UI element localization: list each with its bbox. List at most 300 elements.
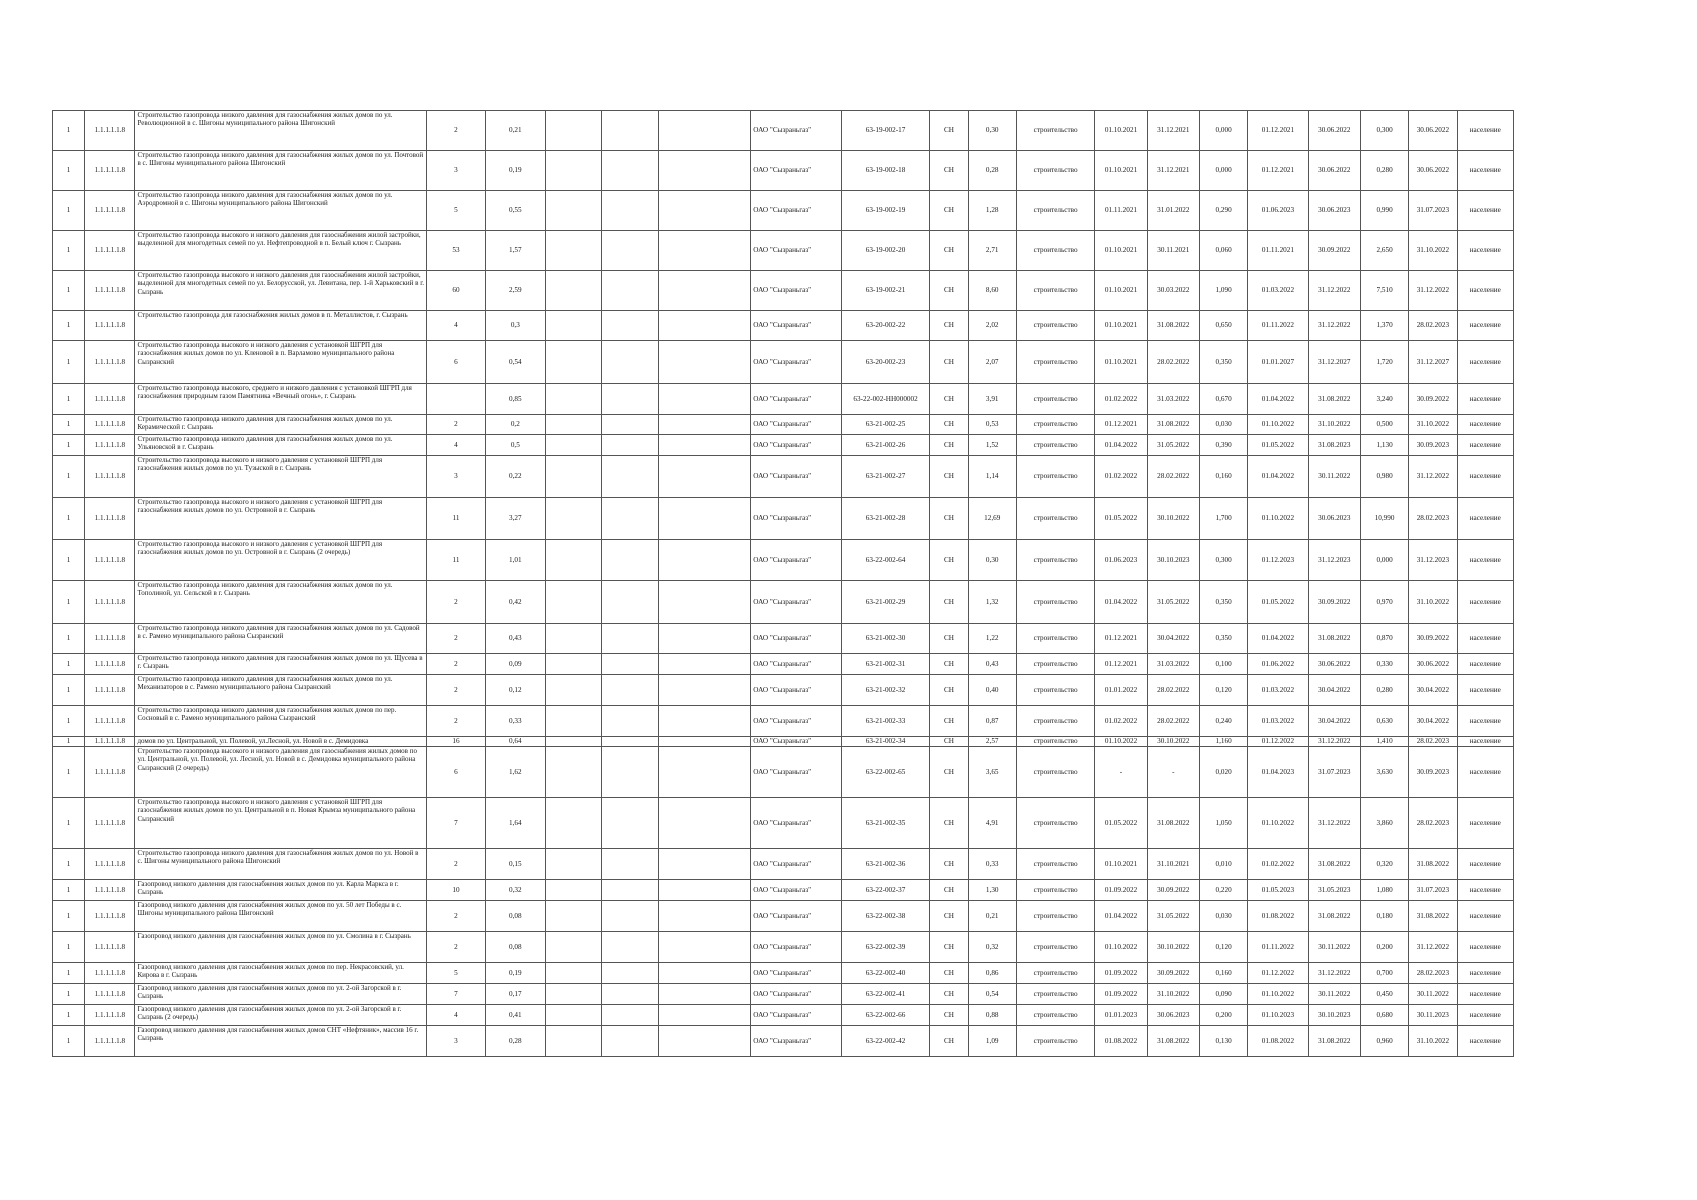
cell-project: 63-22-002-39 <box>841 932 930 963</box>
cell-val2: 3,860 <box>1360 798 1408 849</box>
cell-start2: 01.03.2022 <box>1248 706 1308 737</box>
table-row <box>53 341 1514 384</box>
cell-val1: 0,020 <box>1199 747 1247 798</box>
cell-count: 5 <box>427 191 485 231</box>
cell-count: 2 <box>427 111 485 151</box>
cell-end2: 30.06.2023 <box>1308 498 1360 540</box>
cell-due: 31.07.2023 <box>1409 191 1457 231</box>
cell-length: 1,64 <box>485 798 545 849</box>
cell-description: Строительство газопровода низкого давления для газоснабжения жилых домов по ул. Почтовой в с. Шигоны муниципального района Шигонский <box>135 151 427 191</box>
cell-cap: 8,60 <box>968 271 1016 311</box>
cell-cap: 0,87 <box>968 706 1016 737</box>
cell-end2: 30.09.2022 <box>1308 231 1360 271</box>
cell-val1: 0,120 <box>1199 675 1247 706</box>
cell-val1: 0,220 <box>1199 880 1247 901</box>
cell-company: ОАО "Сызраньгаз" <box>751 384 842 415</box>
cell-work: строительство <box>1016 271 1094 311</box>
cell-project: 63-22-002-42 <box>841 1026 930 1057</box>
cell-group: население <box>1457 311 1513 341</box>
cell-length: 0,55 <box>485 191 545 231</box>
cell-project: 63-21-002-30 <box>841 624 930 654</box>
cell-e2 <box>602 435 658 456</box>
cell-description: Строительство газопровода высокого и низкого давления с установкой ШГРП для газоснабжения жилых домов по ул. Центральной в п. Новая Крымза муниципального района Сызранский <box>135 798 427 849</box>
cell-group: население <box>1457 932 1513 963</box>
cell-end1: 31.08.2022 <box>1147 311 1199 341</box>
cell-val1: 1,050 <box>1199 798 1247 849</box>
cell-due: 30.11.2022 <box>1409 984 1457 1005</box>
cell-group: население <box>1457 540 1513 581</box>
cell-length: 0,19 <box>485 963 545 984</box>
cell-cap: 1,52 <box>968 435 1016 456</box>
cell-e1 <box>546 984 602 1005</box>
cell-cap: 0,33 <box>968 849 1016 880</box>
cell-length: 0,28 <box>485 1026 545 1057</box>
cell-end2: 31.05.2023 <box>1308 880 1360 901</box>
cell-no: 1 <box>53 798 85 849</box>
cell-end2: 31.12.2022 <box>1308 737 1360 747</box>
cell-no: 1 <box>53 747 85 798</box>
cell-e2 <box>602 984 658 1005</box>
cell-company: ОАО "Сызраньгаз" <box>751 151 842 191</box>
cell-end1: 28.02.2022 <box>1147 675 1199 706</box>
cell-e1 <box>546 151 602 191</box>
cell-work: строительство <box>1016 540 1094 581</box>
cell-e2 <box>602 624 658 654</box>
cell-e2 <box>602 581 658 624</box>
cell-e1 <box>546 880 602 901</box>
cell-e3 <box>658 1026 751 1057</box>
cell-work: строительство <box>1016 498 1094 540</box>
cell-start2: 01.03.2022 <box>1248 675 1308 706</box>
cell-work: строительство <box>1016 581 1094 624</box>
cell-e2 <box>602 737 658 747</box>
cell-start1: 01.12.2021 <box>1095 654 1147 675</box>
cell-due: 31.12.2022 <box>1409 932 1457 963</box>
cell-e3 <box>658 798 751 849</box>
cell-project: 63-19-002-20 <box>841 231 930 271</box>
table-row <box>53 384 1514 415</box>
cell-count: 7 <box>427 984 485 1005</box>
cell-end2: 31.12.2022 <box>1308 271 1360 311</box>
cell-length: 2,59 <box>485 271 545 311</box>
cell-start1: 01.12.2021 <box>1095 415 1147 435</box>
cell-end1: 31.12.2021 <box>1147 111 1199 151</box>
cell-count: 11 <box>427 540 485 581</box>
cell-length: 0,12 <box>485 675 545 706</box>
cell-cap: 1,32 <box>968 581 1016 624</box>
cell-val1: 0,670 <box>1199 384 1247 415</box>
cell-e2 <box>602 1026 658 1057</box>
cell-start1: 01.10.2021 <box>1095 111 1147 151</box>
cell-type: СН <box>930 1005 968 1026</box>
cell-start1: 01.06.2023 <box>1095 540 1147 581</box>
cell-e3 <box>658 984 751 1005</box>
cell-type: СН <box>930 984 968 1005</box>
cell-e1 <box>546 415 602 435</box>
cell-start2: 01.06.2022 <box>1248 654 1308 675</box>
table-row <box>53 456 1514 498</box>
cell-length: 0,08 <box>485 932 545 963</box>
cell-work: строительство <box>1016 231 1094 271</box>
cell-e3 <box>658 747 751 798</box>
cell-end1: 30.10.2022 <box>1147 932 1199 963</box>
cell-due: 28.02.2023 <box>1409 498 1457 540</box>
cell-code: 1.1.1.1.1.8 <box>85 624 135 654</box>
cell-no: 1 <box>53 498 85 540</box>
cell-group: население <box>1457 1026 1513 1057</box>
cell-start2: 01.11.2021 <box>1248 231 1308 271</box>
table-row <box>53 798 1514 849</box>
cell-project: 63-21-002-35 <box>841 798 930 849</box>
cell-due: 30.06.2022 <box>1409 151 1457 191</box>
cell-due: 31.08.2022 <box>1409 849 1457 880</box>
cell-type: СН <box>930 706 968 737</box>
cell-due: 31.10.2022 <box>1409 231 1457 271</box>
cell-group: население <box>1457 624 1513 654</box>
cell-e1 <box>546 341 602 384</box>
cell-e1 <box>546 456 602 498</box>
cell-work: строительство <box>1016 798 1094 849</box>
cell-val2: 0,280 <box>1360 151 1408 191</box>
cell-val1: 0,200 <box>1199 1005 1247 1026</box>
cell-due: 30.04.2022 <box>1409 675 1457 706</box>
cell-type: СН <box>930 498 968 540</box>
cell-end1: - <box>1147 747 1199 798</box>
cell-code: 1.1.1.1.1.8 <box>85 111 135 151</box>
cell-e3 <box>658 384 751 415</box>
cell-e2 <box>602 341 658 384</box>
table-row <box>53 498 1514 540</box>
table-row <box>53 654 1514 675</box>
cell-e1 <box>546 384 602 415</box>
cell-group: население <box>1457 111 1513 151</box>
cell-length: 0,17 <box>485 984 545 1005</box>
cell-end1: 31.08.2022 <box>1147 415 1199 435</box>
cell-count: 3 <box>427 1026 485 1057</box>
cell-end2: 30.06.2022 <box>1308 151 1360 191</box>
cell-cap: 1,30 <box>968 880 1016 901</box>
cell-e1 <box>546 271 602 311</box>
cell-val1: 0,120 <box>1199 932 1247 963</box>
cell-group: население <box>1457 747 1513 798</box>
cell-end2: 30.11.2022 <box>1308 984 1360 1005</box>
cell-e1 <box>546 540 602 581</box>
cell-due: 30.11.2023 <box>1409 1005 1457 1026</box>
cell-no: 1 <box>53 111 85 151</box>
cell-code: 1.1.1.1.1.8 <box>85 1005 135 1026</box>
cell-val2: 0,870 <box>1360 624 1408 654</box>
cell-description: Газопровод низкого давления для газоснабжения жилых домов по ул. 2-ой Загорской в г. Сызрань <box>135 984 427 1005</box>
cell-val2: 0,180 <box>1360 901 1408 932</box>
cell-company: ОАО "Сызраньгаз" <box>751 675 842 706</box>
cell-code: 1.1.1.1.1.8 <box>85 706 135 737</box>
cell-end2: 31.07.2023 <box>1308 747 1360 798</box>
cell-cap: 4,91 <box>968 798 1016 849</box>
cell-cap: 0,40 <box>968 675 1016 706</box>
cell-end2: 30.06.2023 <box>1308 191 1360 231</box>
cell-no: 1 <box>53 624 85 654</box>
cell-work: строительство <box>1016 311 1094 341</box>
cell-end2: 30.06.2022 <box>1308 111 1360 151</box>
cell-end1: 30.09.2022 <box>1147 880 1199 901</box>
cell-length: 0,33 <box>485 706 545 737</box>
cell-type: СН <box>930 415 968 435</box>
cell-cap: 3,65 <box>968 747 1016 798</box>
cell-code: 1.1.1.1.1.8 <box>85 191 135 231</box>
cell-e2 <box>602 271 658 311</box>
cell-no: 1 <box>53 341 85 384</box>
cell-project: 63-19-002-19 <box>841 191 930 231</box>
cell-e1 <box>546 706 602 737</box>
cell-length: 0,2 <box>485 415 545 435</box>
cell-start1: 01.04.2022 <box>1095 901 1147 932</box>
cell-end2: 31.12.2027 <box>1308 341 1360 384</box>
cell-due: 31.12.2027 <box>1409 341 1457 384</box>
cell-val1: 1,090 <box>1199 271 1247 311</box>
cell-company: ОАО "Сызраньгаз" <box>751 798 842 849</box>
cell-cap: 0,21 <box>968 901 1016 932</box>
cell-start2: 01.12.2021 <box>1248 151 1308 191</box>
cell-val2: 0,300 <box>1360 111 1408 151</box>
cell-val2: 0,500 <box>1360 415 1408 435</box>
cell-count: 3 <box>427 151 485 191</box>
cell-code: 1.1.1.1.1.8 <box>85 654 135 675</box>
cell-group: население <box>1457 231 1513 271</box>
cell-group: население <box>1457 341 1513 384</box>
cell-end1: 31.03.2022 <box>1147 654 1199 675</box>
cell-val2: 3,240 <box>1360 384 1408 415</box>
cell-project: 63-21-002-32 <box>841 675 930 706</box>
cell-code: 1.1.1.1.1.8 <box>85 456 135 498</box>
cell-due: 30.09.2022 <box>1409 624 1457 654</box>
cell-start1: 01.01.2023 <box>1095 1005 1147 1026</box>
cell-val2: 0,280 <box>1360 675 1408 706</box>
cell-code: 1.1.1.1.1.8 <box>85 151 135 191</box>
cell-group: население <box>1457 498 1513 540</box>
cell-company: ОАО "Сызраньгаз" <box>751 341 842 384</box>
table-row <box>53 111 1514 151</box>
cell-no: 1 <box>53 963 85 984</box>
table-row <box>53 435 1514 456</box>
cell-end2: 31.08.2022 <box>1308 1026 1360 1057</box>
cell-no: 1 <box>53 706 85 737</box>
cell-end1: 31.12.2021 <box>1147 151 1199 191</box>
cell-end1: 30.10.2022 <box>1147 737 1199 747</box>
cell-end1: 31.03.2022 <box>1147 384 1199 415</box>
cell-start2: 01.04.2022 <box>1248 624 1308 654</box>
cell-description: Строительство газопровода низкого давления для газоснабжения жилых домов по ул. Щусева в г. Сызрань <box>135 654 427 675</box>
cell-start1: 01.10.2021 <box>1095 311 1147 341</box>
cell-description: Строительство газопровода высокого и низкого давления для газоснабжения жилых домов по ул. Центральной, ул. Полевой, ул. Лесной, ул. Новой в с. Демидовка муниципального района Сызранский (2 очередь) <box>135 747 427 798</box>
cell-val2: 0,630 <box>1360 706 1408 737</box>
cell-end2: 30.09.2022 <box>1308 581 1360 624</box>
cell-e2 <box>602 880 658 901</box>
cell-val2: 0,990 <box>1360 191 1408 231</box>
cell-cap: 0,88 <box>968 1005 1016 1026</box>
table-row <box>53 540 1514 581</box>
cell-e3 <box>658 932 751 963</box>
cell-val2: 0,980 <box>1360 456 1408 498</box>
cell-start2: 01.12.2023 <box>1248 540 1308 581</box>
table-row <box>53 901 1514 932</box>
cell-e1 <box>546 747 602 798</box>
cell-cap: 0,53 <box>968 415 1016 435</box>
cell-no: 1 <box>53 435 85 456</box>
cell-count: 10 <box>427 880 485 901</box>
cell-start1: 01.11.2021 <box>1095 191 1147 231</box>
cell-end2: 30.11.2022 <box>1308 456 1360 498</box>
cell-start1: 01.04.2022 <box>1095 435 1147 456</box>
cell-type: СН <box>930 435 968 456</box>
cell-due: 31.08.2022 <box>1409 901 1457 932</box>
cell-count: 2 <box>427 675 485 706</box>
cell-no: 1 <box>53 984 85 1005</box>
table-row <box>53 191 1514 231</box>
cell-end2: 31.08.2023 <box>1308 435 1360 456</box>
cell-val1: 0,030 <box>1199 415 1247 435</box>
table-row <box>53 1005 1514 1026</box>
cell-val1: 0,130 <box>1199 1026 1247 1057</box>
cell-description: Строительство газопровода низкого давления для газоснабжения жилых домов по ул. Революционной в с. Шигоны муниципального района Шигонский <box>135 111 427 151</box>
cell-count: 2 <box>427 581 485 624</box>
cell-start2: 01.08.2022 <box>1248 1026 1308 1057</box>
cell-description: Газопровод низкого давления для газоснабжения жилых домов по ул. 2-ой Загорской в г. Сызрань (2 очередь) <box>135 1005 427 1026</box>
cell-work: строительство <box>1016 963 1094 984</box>
cell-count: 2 <box>427 849 485 880</box>
cell-group: население <box>1457 456 1513 498</box>
cell-val2: 1,410 <box>1360 737 1408 747</box>
cell-no: 1 <box>53 231 85 271</box>
cell-type: СН <box>930 901 968 932</box>
cell-code: 1.1.1.1.1.8 <box>85 675 135 706</box>
cell-start1: 01.02.2022 <box>1095 456 1147 498</box>
cell-e1 <box>546 675 602 706</box>
cell-company: ОАО "Сызраньгаз" <box>751 654 842 675</box>
cell-e3 <box>658 675 751 706</box>
cell-end1: 31.01.2022 <box>1147 191 1199 231</box>
cell-e3 <box>658 849 751 880</box>
cell-company: ОАО "Сызраньгаз" <box>751 706 842 737</box>
cell-type: СН <box>930 654 968 675</box>
table-row <box>53 984 1514 1005</box>
cell-no: 1 <box>53 901 85 932</box>
cell-project: 63-21-002-29 <box>841 581 930 624</box>
cell-val1: 0,240 <box>1199 706 1247 737</box>
cell-no: 1 <box>53 151 85 191</box>
table-row <box>53 880 1514 901</box>
cell-start2: 01.04.2023 <box>1248 747 1308 798</box>
cell-type: СН <box>930 341 968 384</box>
cell-description: Строительство газопровода высокого, среднего и низкого давления с установкой ШГРП для газоснабжения природным газом Памятника «Вечный огонь», г. Сызрань <box>135 384 427 415</box>
cell-work: строительство <box>1016 111 1094 151</box>
cell-project: 63-22-002-65 <box>841 747 930 798</box>
cell-count: 2 <box>427 654 485 675</box>
cell-end2: 31.08.2022 <box>1308 901 1360 932</box>
cell-type: СН <box>930 963 968 984</box>
cell-val1: 0,090 <box>1199 984 1247 1005</box>
cell-company: ОАО "Сызраньгаз" <box>751 415 842 435</box>
table-row <box>53 849 1514 880</box>
cell-val2: 7,510 <box>1360 271 1408 311</box>
cell-count: 4 <box>427 435 485 456</box>
cell-no: 1 <box>53 540 85 581</box>
cell-type: СН <box>930 747 968 798</box>
cell-project: 63-21-002-33 <box>841 706 930 737</box>
cell-cap: 0,28 <box>968 151 1016 191</box>
cell-project: 63-21-002-27 <box>841 456 930 498</box>
cell-project: 63-19-002-17 <box>841 111 930 151</box>
cell-company: ОАО "Сызраньгаз" <box>751 435 842 456</box>
cell-e1 <box>546 963 602 984</box>
table-row <box>53 311 1514 341</box>
cell-description: Строительство газопровода низкого давления для газоснабжения жилых домов по ул. Тополиной, ул. Сельской в г. Сызрань <box>135 581 427 624</box>
cell-e2 <box>602 963 658 984</box>
cell-end1: 30.06.2023 <box>1147 1005 1199 1026</box>
cell-code: 1.1.1.1.1.8 <box>85 435 135 456</box>
cell-val1: 0,030 <box>1199 901 1247 932</box>
cell-e2 <box>602 111 658 151</box>
cell-length: 3,27 <box>485 498 545 540</box>
cell-val1: 0,350 <box>1199 581 1247 624</box>
cell-description: Строительство газопровода высокого и низкого давления с установкой ШГРП для газоснабжения жилых домов по ул. Тузыской в г. Сызрань <box>135 456 427 498</box>
cell-cap: 0,43 <box>968 654 1016 675</box>
cell-code: 1.1.1.1.1.8 <box>85 932 135 963</box>
cell-type: СН <box>930 311 968 341</box>
cell-e3 <box>658 415 751 435</box>
cell-project: 63-22-002-37 <box>841 880 930 901</box>
cell-length: 1,01 <box>485 540 545 581</box>
cell-company: ОАО "Сызраньгаз" <box>751 498 842 540</box>
cell-no: 1 <box>53 581 85 624</box>
cell-val2: 2,650 <box>1360 231 1408 271</box>
cell-work: строительство <box>1016 456 1094 498</box>
cell-company: ОАО "Сызраньгаз" <box>751 231 842 271</box>
cell-val1: 1,160 <box>1199 737 1247 747</box>
cell-start2: 01.05.2022 <box>1248 581 1308 624</box>
cell-group: население <box>1457 435 1513 456</box>
cell-work: строительство <box>1016 675 1094 706</box>
cell-start2: 01.10.2022 <box>1248 415 1308 435</box>
cell-e2 <box>602 675 658 706</box>
cell-work: строительство <box>1016 435 1094 456</box>
cell-e3 <box>658 341 751 384</box>
cell-val2: 10,990 <box>1360 498 1408 540</box>
cell-end2: 31.10.2022 <box>1308 415 1360 435</box>
cell-type: СН <box>930 271 968 311</box>
cell-company: ОАО "Сызраньгаз" <box>751 984 842 1005</box>
cell-work: строительство <box>1016 654 1094 675</box>
cell-length: 0,41 <box>485 1005 545 1026</box>
cell-val2: 0,680 <box>1360 1005 1408 1026</box>
cell-e1 <box>546 849 602 880</box>
cell-description: Газопровод низкого давления для газоснабжения жилых домов СНТ «Нефтяник», массив 16 г. Сызрань <box>135 1026 427 1057</box>
cell-group: население <box>1457 654 1513 675</box>
cell-e2 <box>602 415 658 435</box>
cell-e3 <box>658 624 751 654</box>
cell-count: 53 <box>427 231 485 271</box>
cell-description: Строительство газопровода высокого и низкого давления с установкой ШГРП для газоснабжения жилых домов по ул. Островной в г. Сызрань (2 очередь) <box>135 540 427 581</box>
cell-description: Газопровод низкого давления для газоснабжения жилых домов по пер. Некрасовский, ул. Кирова в г. Сызрань <box>135 963 427 984</box>
cell-e1 <box>546 311 602 341</box>
cell-start2: 01.01.2027 <box>1248 341 1308 384</box>
cell-e2 <box>602 798 658 849</box>
cell-work: строительство <box>1016 737 1094 747</box>
cell-val1: 0,300 <box>1199 540 1247 581</box>
cell-code: 1.1.1.1.1.8 <box>85 415 135 435</box>
cell-end2: 30.10.2023 <box>1308 1005 1360 1026</box>
cell-code: 1.1.1.1.1.8 <box>85 901 135 932</box>
cell-code: 1.1.1.1.1.8 <box>85 341 135 384</box>
